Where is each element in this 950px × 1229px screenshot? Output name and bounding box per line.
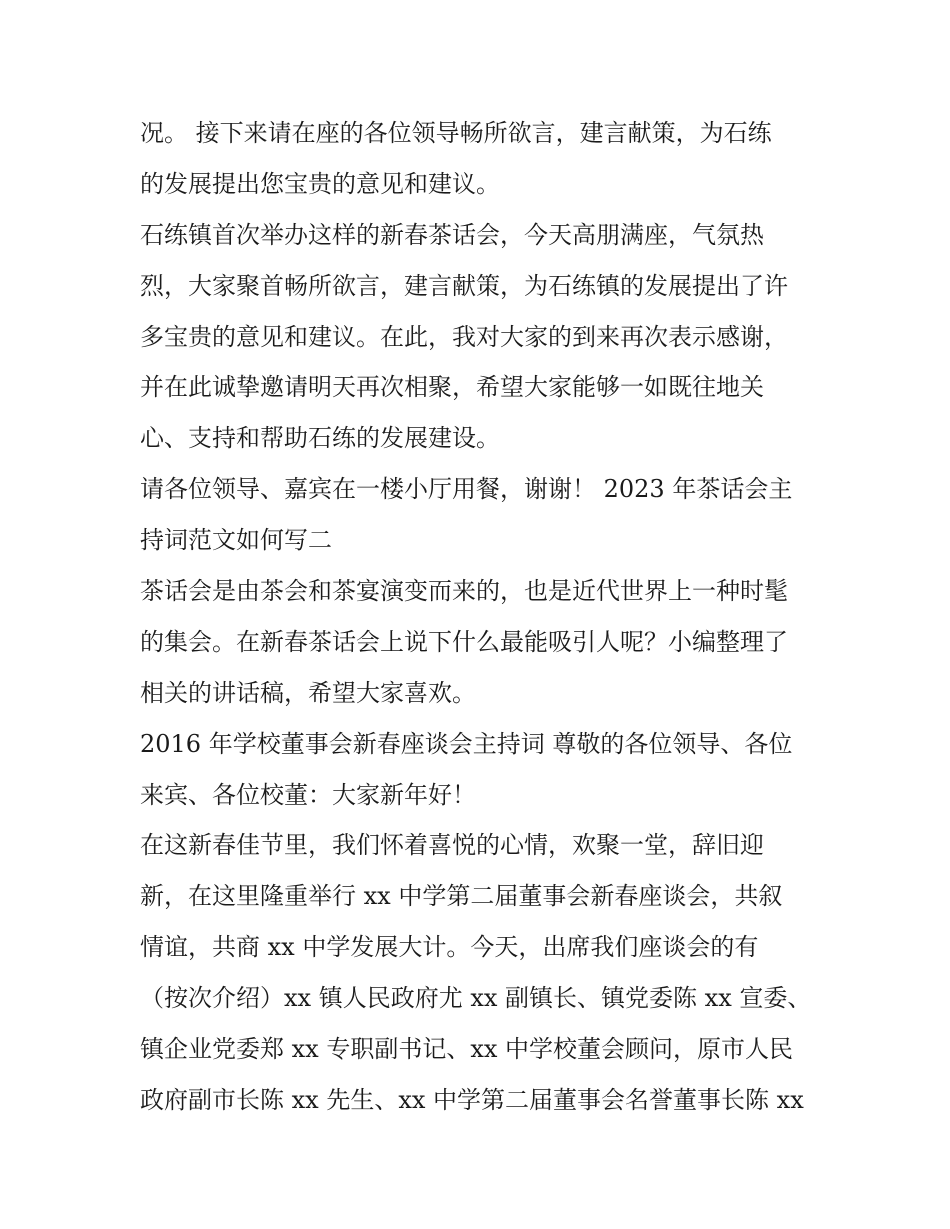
text-line: 相关的讲话稿，希望大家喜欢。 — [140, 678, 476, 707]
text-line: 在这新春佳节里，我们怀着喜悦的心情，欢聚一堂，辞旧迎 — [140, 831, 764, 860]
document-page — [140, 108, 820, 1126]
text-line: 请各位领导、嘉宾在一楼小厅用餐，谢谢！ 2023 年茶话会主 — [140, 475, 793, 504]
text-line: 况。 接下来请在座的各位领导畅所欲言，建言献策，为石练 — [140, 119, 772, 147]
text-line: 的集会。在新春茶话会上说下什么最能吸引人呢？小编整理了 — [140, 627, 788, 656]
text-line: 烈，大家聚首畅所欲言，建言献策，为石练镇的发展提出了许 — [140, 271, 788, 300]
text-line: 茶话会是由茶会和茶宴演变而来的，也是近代世界上一种时髦 — [140, 577, 788, 606]
text-line: 心、支持和帮助石练的发展建设。 — [140, 424, 500, 453]
text-line: 来宾、各位校董：大家新年好！ — [140, 780, 476, 809]
text-line: 并在此诚挚邀请明天再次相聚，希望大家能够一如既往地关 — [140, 373, 764, 402]
text-line: 镇企业党委郑 xx 专职副书记、xx 中学校董会顾问，原市人民 — [140, 1035, 794, 1064]
text-line: 政府副市长陈 xx 先生、xx 中学第二届董事会名誉董事长陈 xx — [140, 1085, 804, 1114]
text-line: 情谊，共商 xx 中学发展大计。今天，出席我们座谈会的有 — [140, 933, 759, 962]
text-line: 的发展提出您宝贵的意见和建议。 — [140, 169, 500, 198]
text-line: 持词范文如何写二 — [140, 526, 332, 555]
text-line: （按次介绍）xx 镇人民政府尤 xx 副镇长、镇党委陈 xx 宣委、 — [140, 984, 812, 1013]
text-line: 2016 年学校董事会新春座谈会主持词 尊敬的各位领导、各位 — [140, 729, 793, 758]
text-line: 新，在这里隆重举行 xx 中学第二届董事会新春座谈会，共叙 — [140, 882, 783, 911]
text-line: 石练镇首次举办这样的新春茶话会，今天高朋满座，气氛热 — [140, 220, 764, 249]
text-line: 多宝贵的意见和建议。在此，我对大家的到来再次表示感谢， — [140, 322, 788, 351]
